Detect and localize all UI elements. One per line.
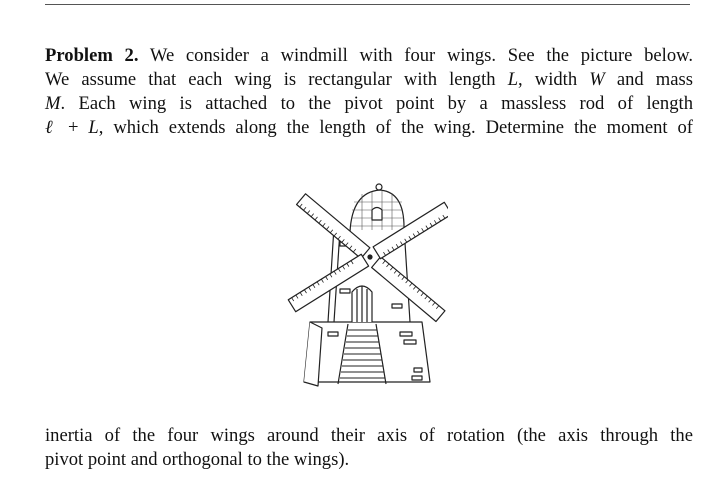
var-W: W [589,69,605,90]
problem-statement [45,44,693,140]
problem-line-2: We assume that each wing is rectangular with length L, width W and mass [45,69,693,90]
problem-statement-continued [45,424,693,472]
problem-line-4: ℓ + L, which extends along the length of the wing. Determine the moment of [45,117,693,138]
windmill-figure [282,172,448,390]
problem-label: Problem 2. [45,45,139,66]
problem-line-6: pivot point and orthogonal to the wings). [45,449,350,470]
problem-line-5: inertia of the four wings around their axis of rotation (the axis through the [45,425,693,446]
var-M: M [45,93,61,114]
problem-line-3: M. Each wing is attached to the pivot point by a massless rod of length [45,93,693,114]
problem-line-1: Problem 2. We consider a windmill with four wings. See the picture below. [45,45,693,66]
var-L: L [88,117,99,138]
var-ell: ℓ [45,117,59,138]
top-rule [45,4,690,5]
var-L: L [507,69,519,90]
